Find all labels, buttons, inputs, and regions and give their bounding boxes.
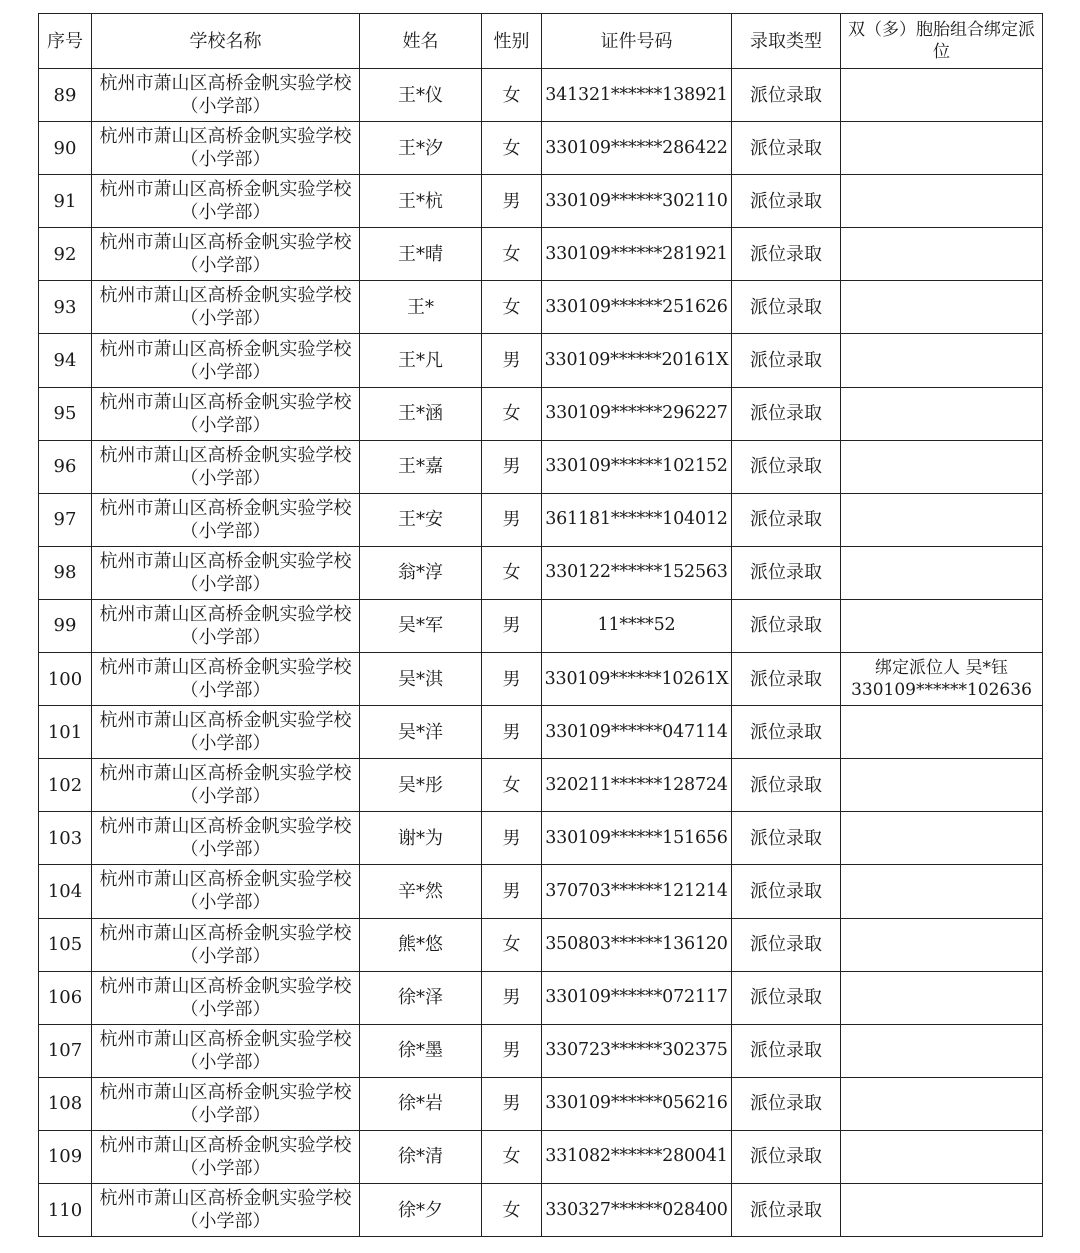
cell-gender: 男	[482, 493, 542, 546]
cell-twin-binding	[841, 812, 1043, 865]
cell-seq: 99	[39, 599, 92, 652]
cell-seq: 110	[39, 1183, 92, 1236]
header-school: 学校名称	[92, 14, 360, 69]
cell-school: 杭州市萧山区高桥金帆实验学校（小学部）	[92, 122, 360, 175]
table-row	[39, 971, 1043, 1024]
cell-gender: 女	[482, 228, 542, 281]
cell-seq: 93	[39, 281, 92, 334]
cell-id-number: 370703******121214	[542, 865, 732, 918]
cell-id-number: 361181******104012	[542, 493, 732, 546]
table-body	[39, 69, 1043, 1237]
cell-school: 杭州市萧山区高桥金帆实验学校（小学部）	[92, 812, 360, 865]
cell-school: 杭州市萧山区高桥金帆实验学校（小学部）	[92, 493, 360, 546]
table-row	[39, 122, 1043, 175]
cell-name: 徐*清	[360, 1130, 482, 1183]
cell-id-number: 330122******152563	[542, 546, 732, 599]
cell-seq: 96	[39, 440, 92, 493]
cell-school: 杭州市萧山区高桥金帆实验学校（小学部）	[92, 1077, 360, 1130]
cell-twin-binding	[841, 334, 1043, 387]
cell-admission-type: 派位录取	[732, 812, 841, 865]
header-name: 姓名	[360, 14, 482, 69]
cell-admission-type: 派位录取	[732, 281, 841, 334]
cell-id-number: 330109******072117	[542, 971, 732, 1024]
header-seq: 序号	[39, 14, 92, 69]
cell-twin-binding	[841, 706, 1043, 759]
cell-twin-binding	[841, 1183, 1043, 1236]
cell-name: 辛*然	[360, 865, 482, 918]
cell-admission-type: 派位录取	[732, 546, 841, 599]
cell-seq: 108	[39, 1077, 92, 1130]
cell-gender: 男	[482, 865, 542, 918]
cell-name: 吴*军	[360, 599, 482, 652]
cell-gender: 男	[482, 971, 542, 1024]
cell-school: 杭州市萧山区高桥金帆实验学校（小学部）	[92, 69, 360, 122]
cell-admission-type: 派位录取	[732, 493, 841, 546]
cell-id-number: 331082******280041	[542, 1130, 732, 1183]
cell-id-number: 330109******286422	[542, 122, 732, 175]
cell-twin-binding	[841, 387, 1043, 440]
table-row	[39, 1130, 1043, 1183]
table-row	[39, 865, 1043, 918]
cell-id-number: 330109******10261X	[542, 653, 732, 706]
table-row	[39, 1024, 1043, 1077]
cell-twin-binding	[841, 122, 1043, 175]
cell-name: 翁*淳	[360, 546, 482, 599]
cell-name: 王*涵	[360, 387, 482, 440]
cell-twin-binding	[841, 546, 1043, 599]
table-row	[39, 812, 1043, 865]
cell-gender: 女	[482, 546, 542, 599]
admission-table	[38, 13, 1043, 1237]
cell-gender: 女	[482, 69, 542, 122]
cell-school: 杭州市萧山区高桥金帆实验学校（小学部）	[92, 546, 360, 599]
cell-school: 杭州市萧山区高桥金帆实验学校（小学部）	[92, 387, 360, 440]
cell-id-number: 320211******128724	[542, 759, 732, 812]
cell-admission-type: 派位录取	[732, 175, 841, 228]
cell-gender: 男	[482, 175, 542, 228]
cell-admission-type: 派位录取	[732, 440, 841, 493]
cell-admission-type: 派位录取	[732, 1077, 841, 1130]
cell-seq: 103	[39, 812, 92, 865]
cell-gender: 男	[482, 1077, 542, 1130]
cell-id-number: 330109******302110	[542, 175, 732, 228]
cell-gender: 女	[482, 759, 542, 812]
cell-name: 吴*彤	[360, 759, 482, 812]
cell-admission-type: 派位录取	[732, 69, 841, 122]
cell-gender: 女	[482, 281, 542, 334]
cell-name: 吴*洋	[360, 706, 482, 759]
cell-gender: 男	[482, 440, 542, 493]
cell-seq: 91	[39, 175, 92, 228]
cell-twin-binding	[841, 175, 1043, 228]
cell-school: 杭州市萧山区高桥金帆实验学校（小学部）	[92, 281, 360, 334]
cell-id-number: 330109******281921	[542, 228, 732, 281]
cell-gender: 女	[482, 918, 542, 971]
cell-twin-binding	[841, 1130, 1043, 1183]
cell-school: 杭州市萧山区高桥金帆实验学校（小学部）	[92, 653, 360, 706]
cell-name: 徐*墨	[360, 1024, 482, 1077]
cell-id-number: 330109******047114	[542, 706, 732, 759]
cell-name: 王*安	[360, 493, 482, 546]
cell-twin-binding: 绑定派位人 吴*钰 330109******102636	[841, 653, 1043, 706]
cell-school: 杭州市萧山区高桥金帆实验学校（小学部）	[92, 1130, 360, 1183]
table-row	[39, 599, 1043, 652]
cell-twin-binding	[841, 759, 1043, 812]
cell-id-number: 341321******138921	[542, 69, 732, 122]
cell-gender: 女	[482, 1183, 542, 1236]
cell-seq: 98	[39, 546, 92, 599]
table-row	[39, 546, 1043, 599]
table-row	[39, 1183, 1043, 1236]
cell-name: 王*晴	[360, 228, 482, 281]
cell-seq: 104	[39, 865, 92, 918]
cell-name: 王*仪	[360, 69, 482, 122]
table-row	[39, 493, 1043, 546]
cell-school: 杭州市萧山区高桥金帆实验学校（小学部）	[92, 175, 360, 228]
cell-admission-type: 派位录取	[732, 228, 841, 281]
cell-school: 杭州市萧山区高桥金帆实验学校（小学部）	[92, 440, 360, 493]
header-row	[39, 14, 1043, 69]
cell-admission-type: 派位录取	[732, 706, 841, 759]
cell-admission-type: 派位录取	[732, 971, 841, 1024]
cell-id-number: 330109******151656	[542, 812, 732, 865]
cell-id-number: 330109******102152	[542, 440, 732, 493]
cell-name: 王*凡	[360, 334, 482, 387]
table-row	[39, 387, 1043, 440]
table-row	[39, 334, 1043, 387]
table-row	[39, 281, 1043, 334]
cell-id-number: 330109******056216	[542, 1077, 732, 1130]
cell-id-number: 330723******302375	[542, 1024, 732, 1077]
cell-name: 徐*泽	[360, 971, 482, 1024]
cell-admission-type: 派位录取	[732, 1024, 841, 1077]
cell-name: 徐*岩	[360, 1077, 482, 1130]
cell-school: 杭州市萧山区高桥金帆实验学校（小学部）	[92, 759, 360, 812]
cell-twin-binding	[841, 599, 1043, 652]
cell-seq: 102	[39, 759, 92, 812]
cell-name: 吴*淇	[360, 653, 482, 706]
cell-school: 杭州市萧山区高桥金帆实验学校（小学部）	[92, 228, 360, 281]
cell-name: 王*杭	[360, 175, 482, 228]
cell-school: 杭州市萧山区高桥金帆实验学校（小学部）	[92, 971, 360, 1024]
cell-admission-type: 派位录取	[732, 599, 841, 652]
cell-gender: 男	[482, 334, 542, 387]
cell-admission-type: 派位录取	[732, 122, 841, 175]
cell-twin-binding	[841, 1024, 1043, 1077]
table-row	[39, 228, 1043, 281]
cell-gender: 女	[482, 387, 542, 440]
cell-school: 杭州市萧山区高桥金帆实验学校（小学部）	[92, 918, 360, 971]
cell-school: 杭州市萧山区高桥金帆实验学校（小学部）	[92, 1024, 360, 1077]
cell-admission-type: 派位录取	[732, 653, 841, 706]
cell-admission-type: 派位录取	[732, 1130, 841, 1183]
header-id-number: 证件号码	[542, 14, 732, 69]
cell-seq: 107	[39, 1024, 92, 1077]
cell-twin-binding	[841, 865, 1043, 918]
cell-name: 谢*为	[360, 812, 482, 865]
header-twin-binding: 双（多）胞胎组合绑定派位	[841, 14, 1043, 69]
cell-twin-binding	[841, 281, 1043, 334]
table-row	[39, 175, 1043, 228]
cell-twin-binding	[841, 971, 1043, 1024]
cell-seq: 97	[39, 493, 92, 546]
cell-school: 杭州市萧山区高桥金帆实验学校（小学部）	[92, 865, 360, 918]
admission-list-document	[38, 13, 1042, 1237]
cell-gender: 男	[482, 599, 542, 652]
cell-seq: 100	[39, 653, 92, 706]
table-row	[39, 759, 1043, 812]
cell-seq: 94	[39, 334, 92, 387]
cell-name: 徐*夕	[360, 1183, 482, 1236]
cell-school: 杭州市萧山区高桥金帆实验学校（小学部）	[92, 334, 360, 387]
cell-name: 王*	[360, 281, 482, 334]
cell-gender: 男	[482, 706, 542, 759]
cell-gender: 男	[482, 653, 542, 706]
cell-admission-type: 派位录取	[732, 918, 841, 971]
table-row	[39, 918, 1043, 971]
cell-school: 杭州市萧山区高桥金帆实验学校（小学部）	[92, 1183, 360, 1236]
cell-name: 王*汐	[360, 122, 482, 175]
cell-seq: 106	[39, 971, 92, 1024]
cell-admission-type: 派位录取	[732, 865, 841, 918]
cell-seq: 101	[39, 706, 92, 759]
cell-admission-type: 派位录取	[732, 387, 841, 440]
cell-seq: 109	[39, 1130, 92, 1183]
cell-twin-binding	[841, 1077, 1043, 1130]
header-admission-type: 录取类型	[732, 14, 841, 69]
cell-twin-binding	[841, 440, 1043, 493]
cell-seq: 90	[39, 122, 92, 175]
header-gender: 性别	[482, 14, 542, 69]
table-row	[39, 1077, 1043, 1130]
cell-admission-type: 派位录取	[732, 1183, 841, 1236]
cell-id-number: 330109******20161X	[542, 334, 732, 387]
cell-seq: 95	[39, 387, 92, 440]
cell-school: 杭州市萧山区高桥金帆实验学校（小学部）	[92, 706, 360, 759]
cell-gender: 女	[482, 1130, 542, 1183]
cell-id-number: 11****52	[542, 599, 732, 652]
cell-gender: 男	[482, 812, 542, 865]
cell-admission-type: 派位录取	[732, 759, 841, 812]
cell-twin-binding	[841, 228, 1043, 281]
table-row	[39, 440, 1043, 493]
cell-gender: 女	[482, 122, 542, 175]
cell-school: 杭州市萧山区高桥金帆实验学校（小学部）	[92, 599, 360, 652]
cell-id-number: 350803******136120	[542, 918, 732, 971]
table-row	[39, 706, 1043, 759]
cell-twin-binding	[841, 69, 1043, 122]
cell-seq: 92	[39, 228, 92, 281]
cell-name: 熊*悠	[360, 918, 482, 971]
cell-seq: 89	[39, 69, 92, 122]
cell-seq: 105	[39, 918, 92, 971]
cell-twin-binding	[841, 493, 1043, 546]
cell-id-number: 330327******028400	[542, 1183, 732, 1236]
table-row	[39, 653, 1043, 706]
cell-id-number: 330109******251626	[542, 281, 732, 334]
table-row	[39, 69, 1043, 122]
cell-gender: 男	[482, 1024, 542, 1077]
cell-id-number: 330109******296227	[542, 387, 732, 440]
cell-admission-type: 派位录取	[732, 334, 841, 387]
cell-twin-binding	[841, 918, 1043, 971]
cell-name: 王*嘉	[360, 440, 482, 493]
